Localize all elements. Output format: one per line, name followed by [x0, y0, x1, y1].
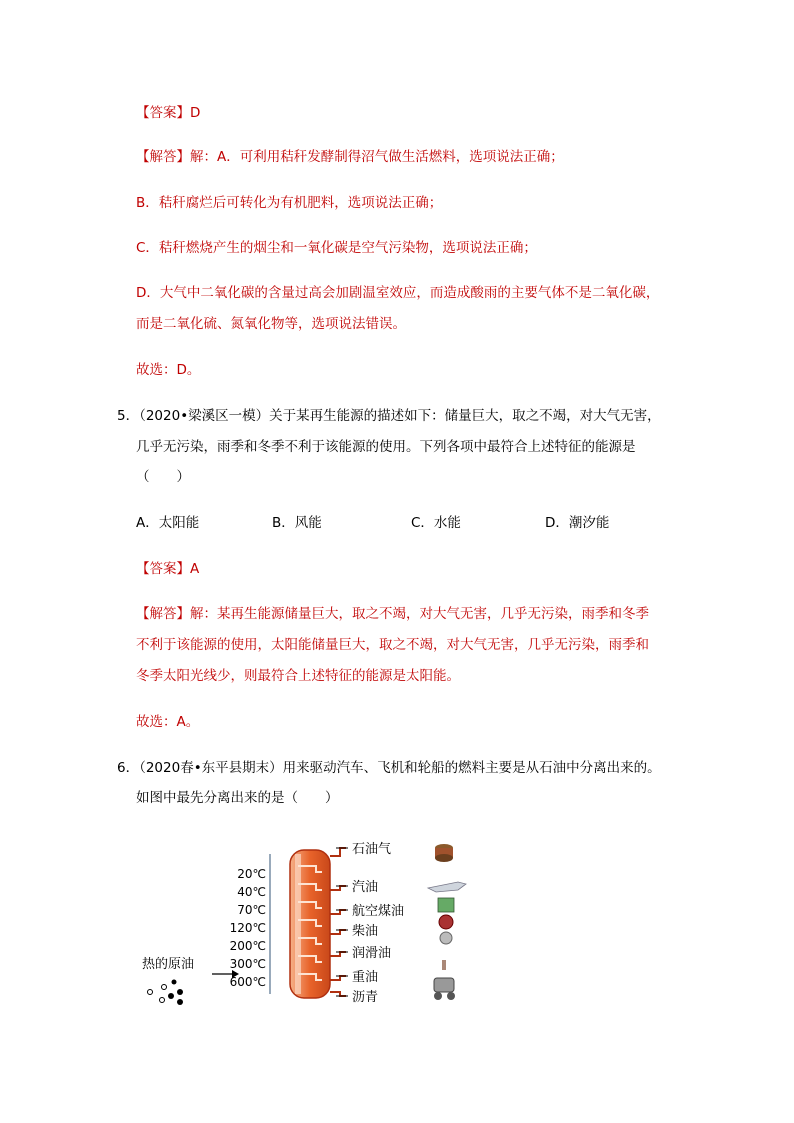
road-roller-wheel-icon [447, 992, 455, 1000]
product-label: 汽油 [352, 880, 379, 895]
product-pipe [330, 910, 346, 914]
crude-oil-drops [148, 980, 184, 1006]
drop [148, 990, 153, 995]
drop [160, 998, 165, 1003]
drop [162, 985, 167, 990]
q5-explain-line-2: 不利于该能源的使用，太阳能储量巨大，取之不竭，对大气无害，几乎无污染，雨季和 [136, 637, 649, 653]
distillation-figure [140, 832, 480, 1012]
product-pipes [330, 848, 348, 996]
q4-answer [136, 103, 200, 123]
q5-stem-line-3: （ ） [136, 469, 190, 485]
temperature-label: 40℃ [237, 885, 266, 899]
q4-explain-line-1 [136, 147, 564, 167]
input-label: 热的原油 [142, 957, 195, 972]
product-pipe [330, 952, 346, 956]
road-roller-icon [434, 978, 454, 992]
q5-explain-line-3: 冬季太阳光线少，则最符合上述特征的能源是太阳能。 [136, 668, 460, 684]
answer-value: A [190, 561, 200, 577]
q5-explain-line-1 [136, 604, 649, 624]
tractor-icon [438, 898, 454, 912]
answer-tag: 【答案】 [136, 561, 190, 577]
product-pipe [330, 992, 346, 996]
answer-value: D [190, 105, 201, 121]
q5-option-b: B．风能 [272, 515, 322, 531]
q5-option-a: A．太阳能 [136, 515, 200, 531]
road-roller-wheel-icon [434, 992, 442, 1000]
product-pipe [330, 976, 346, 980]
temperature-label: 600℃ [229, 975, 266, 989]
product-pipe [330, 930, 346, 934]
temperature-labels [230, 867, 266, 989]
q4-explain-line-4: D．大气中二氧化碳的含量过高会加剧温室效应，而造成酸雨的主要气体不是二氧化碳， [136, 285, 660, 301]
product-label: 柴油 [352, 924, 379, 939]
q6-stem-line-2: 如图中最先分离出来的是（ ） [136, 790, 339, 806]
gear-icon [440, 932, 452, 944]
drop [172, 980, 177, 985]
explain-text: 解：某再生能源储量巨大，取之不竭，对大气无害，几乎无污染，雨季和冬季 [190, 606, 649, 622]
answer-tag: 【答案】 [136, 105, 190, 121]
product-label: 重油 [352, 970, 379, 985]
temperature-label: 70℃ [237, 903, 266, 917]
gas-tank-icon [435, 854, 453, 862]
product-labels [352, 841, 404, 1005]
drop [168, 993, 174, 999]
q5-answer [136, 559, 199, 579]
explain-tag: 【解答】 [136, 149, 190, 165]
q6-stem-line-1: 6．（2020春•东平县期末）用来驱动汽车、飞机和轮船的燃料主要是从石油中分离出来的。 [117, 760, 661, 776]
engine-icon [439, 915, 453, 929]
product-pipe [330, 848, 346, 856]
temperature-label: 200℃ [229, 939, 266, 953]
explain-tag: 【解答】 [136, 606, 190, 622]
explain-text: 解：A．可利用秸秆发酵制得沼气做生活燃料，选项说法正确； [190, 149, 564, 165]
drop [177, 999, 183, 1005]
q5-conclusion: 故选：A。 [136, 714, 200, 730]
airplane-icon [428, 882, 466, 892]
q4-conclusion: 故选：D。 [136, 362, 201, 378]
product-label: 航空煤油 [352, 904, 405, 919]
distillation-diagram [140, 832, 480, 1012]
candle-icon [442, 960, 446, 970]
q4-explain-line-3: C．秸秆燃烧产生的烟尘和一氧化碳是空气污染物，选项说法正确； [136, 240, 537, 256]
temperature-label: 120℃ [229, 921, 266, 935]
q5-stem-line-2: 几乎无污染，雨季和冬季不利于该能源的使用。下列各项中最符合上述特征的能源是 [136, 439, 636, 455]
q5-stem-line-1: 5．（2020•梁溪区一模）关于某再生能源的描述如下：储量巨大，取之不竭，对大气无害， [117, 408, 661, 424]
product-label: 沥青 [352, 990, 379, 1005]
q4-explain-line-2: B．秸秆腐烂后可转化为有机肥料，选项说法正确； [136, 195, 443, 211]
product-label: 石油气 [352, 842, 392, 857]
product-label: 润滑油 [352, 946, 392, 961]
product-pipe [330, 886, 346, 890]
product-icons [428, 844, 466, 1000]
q5-option-c: C．水能 [411, 515, 461, 531]
q5-option-d: D．潮汐能 [545, 515, 610, 531]
drop [177, 989, 183, 995]
temperature-label: 300℃ [229, 957, 266, 971]
q4-explain-line-5: 而是二氧化硫、氮氧化物等，选项说法错误。 [136, 316, 406, 332]
temperature-label: 20℃ [237, 867, 266, 881]
